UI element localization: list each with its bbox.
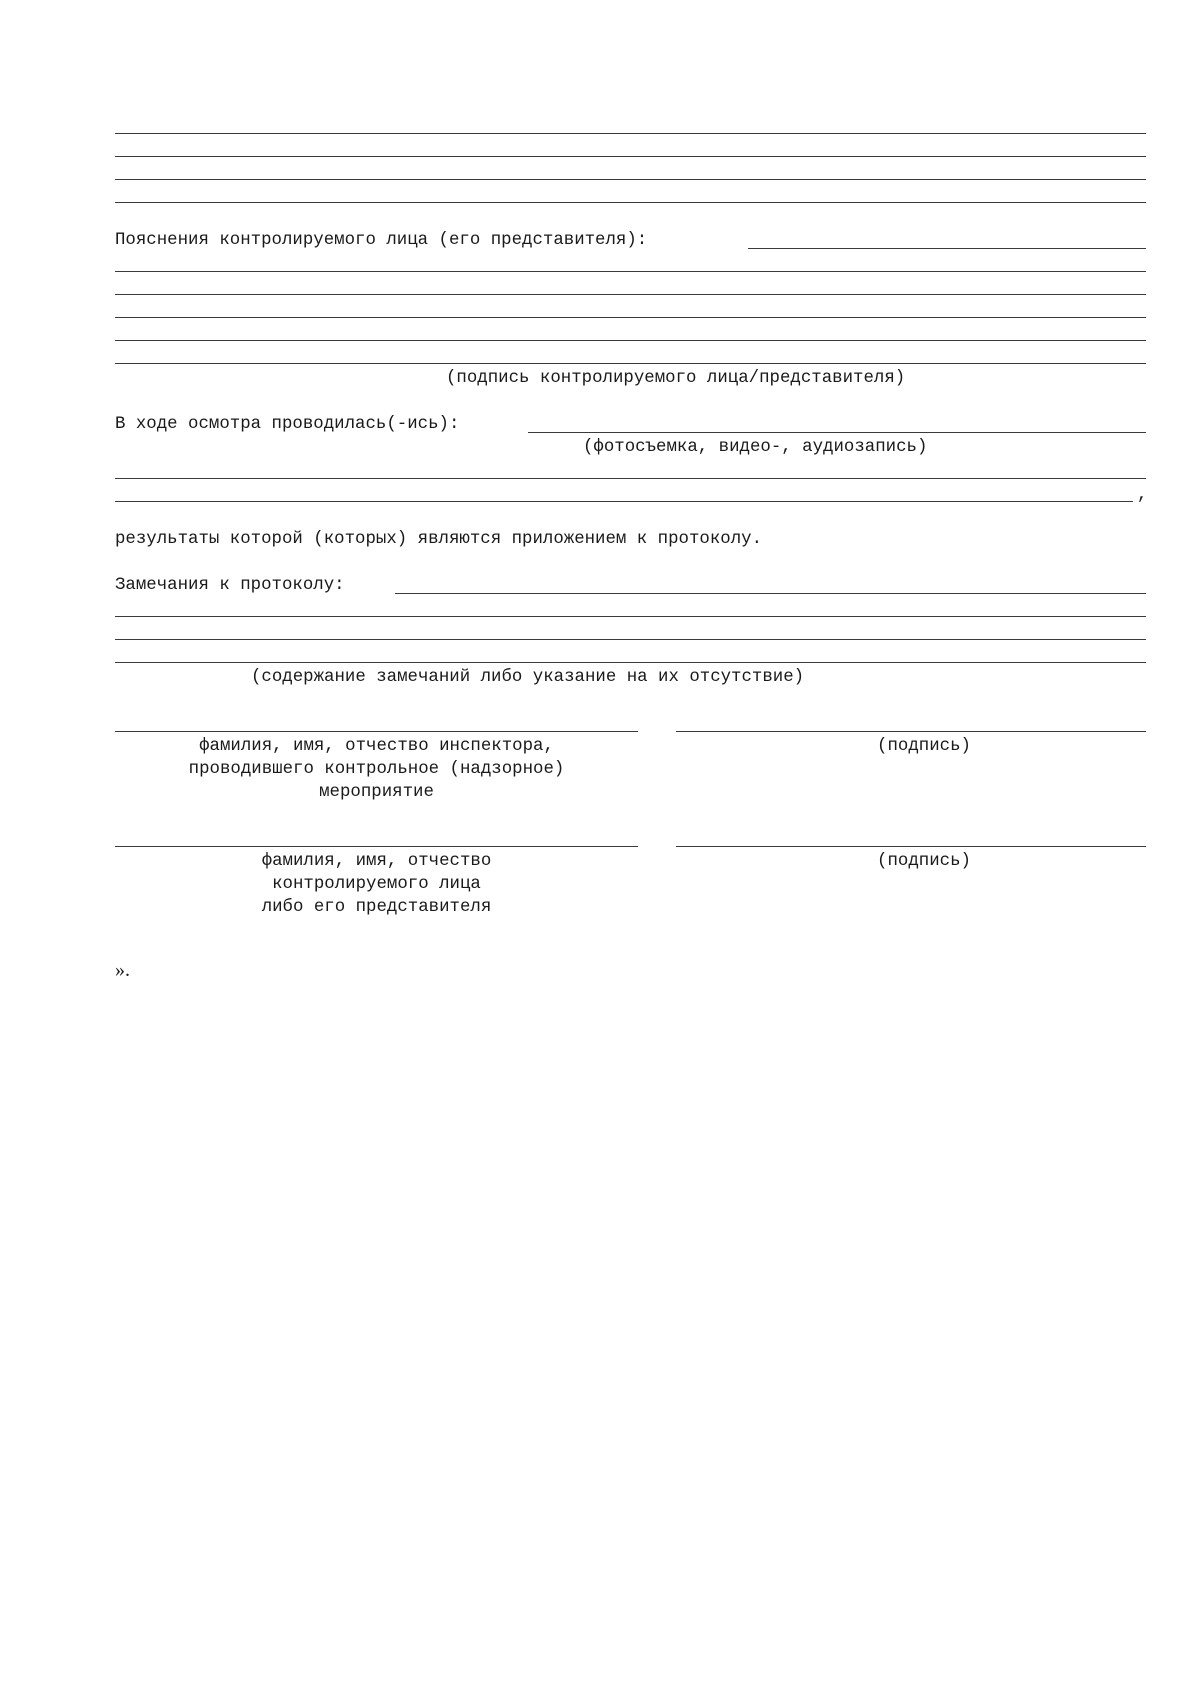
blank-line: [115, 317, 1146, 318]
remarks-caption: (содержание замечаний либо указание на их отсутствие): [251, 668, 805, 687]
blank-line: [115, 271, 1146, 272]
explanations-field-line[interactable]: [748, 248, 1146, 249]
blank-line: [115, 202, 1146, 203]
blank-line: [115, 639, 1146, 640]
signature-line[interactable]: [115, 363, 1146, 364]
explanations-signature-caption: (подпись контролируемого лица/представителя): [446, 369, 906, 388]
remarks-field-line[interactable]: [395, 593, 1146, 594]
blank-line: [115, 156, 1146, 157]
controlled-name-caption: фамилия, имя, отчество контролируемого лица либо его представителя: [261, 852, 492, 917]
inspector-name-caption: фамилия, имя, отчество инспектора, проводившего контрольное (надзорное) мероприятие: [188, 737, 565, 802]
blank-line: [115, 478, 1146, 479]
controlled-signature-caption: (подпись): [877, 852, 971, 871]
inspector-signature-caption: (подпись): [877, 737, 971, 756]
recording-caption: (фотосъемка, видео-, аудиозапись): [583, 438, 928, 457]
recording-field-line[interactable]: [528, 432, 1146, 433]
blank-line: [115, 501, 1133, 502]
recording-label: В ходе осмотра проводилась(-ись):: [115, 415, 460, 434]
blank-line: [115, 616, 1146, 617]
remarks-label: Замечания к протоколу:: [115, 576, 345, 595]
inspector-name-line[interactable]: [115, 731, 638, 732]
blank-line: [115, 133, 1146, 134]
blank-line: [115, 179, 1146, 180]
blank-line: [115, 662, 1146, 663]
explanations-label: Пояснения контролируемого лица (его представителя):: [115, 231, 648, 250]
controlled-signature-line[interactable]: [676, 846, 1146, 847]
blank-line: [115, 294, 1146, 295]
recording-result-text: результаты которой (которых) являются приложением к протоколу.: [115, 530, 763, 549]
trailing-comma: ,: [1137, 486, 1148, 505]
controlled-name-line[interactable]: [115, 846, 638, 847]
closing-quote-mark: ».: [115, 959, 130, 981]
inspector-signature-line[interactable]: [676, 731, 1146, 732]
blank-line: [115, 340, 1146, 341]
